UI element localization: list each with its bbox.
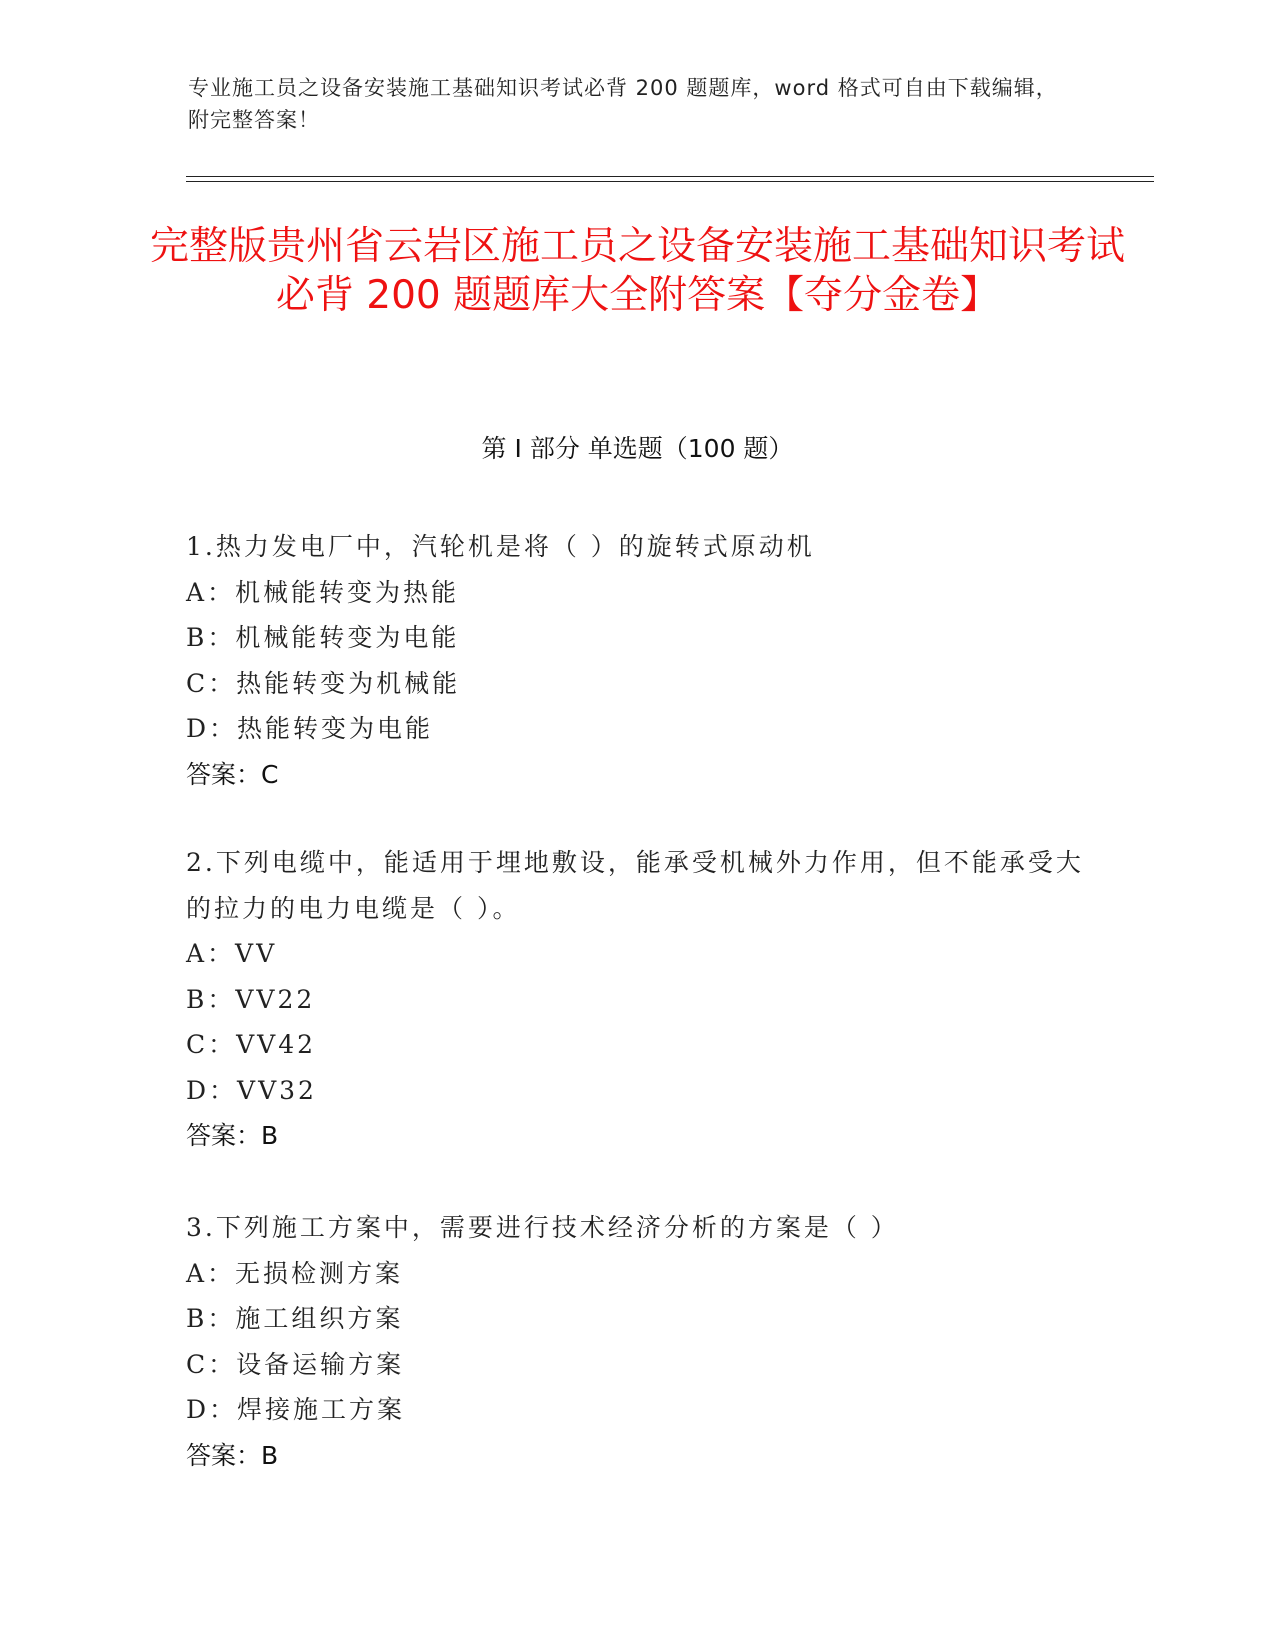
option-b: B：机械能转变为电能 <box>186 623 460 652</box>
header-divider-bottom <box>186 181 1154 182</box>
section-heading: 第 I 部分 单选题（100 题） <box>481 434 794 463</box>
option-c: C：设备运输方案 <box>186 1349 405 1379</box>
option-d: D：VV32 <box>186 1075 317 1105</box>
option-d: D：热能转变为电能 <box>186 714 434 743</box>
option-b: B：施工组织方案 <box>186 1304 404 1333</box>
header-divider-top <box>186 176 1154 177</box>
question-stem: 1.热力发电厂中，汽轮机是将（ ）的旋转式原动机 <box>186 532 815 561</box>
document-title: 完整版贵州省云岩区施工员之设备安装施工基础知识考试必背 200 题题库大全附答案【夺分金卷】 <box>150 224 1126 318</box>
header-note: 专业施工员之设备安装施工基础知识考试必背 200 题题库，word 格式可自由下载编辑，附完整答案！ <box>188 76 1058 132</box>
option-d: D：焊接施工方案 <box>186 1395 406 1424</box>
option-a: A：机械能转变为热能 <box>186 577 460 607</box>
answer: 答案：C <box>186 759 279 789</box>
question-stem: 2.下列电缆中，能适用于埋地敷设，能承受机械外力作用，但不能承受大的拉力的电力电缆是（ ）。 <box>186 848 1084 923</box>
question-1 <box>186 524 1106 797</box>
question-2 <box>186 840 1106 1159</box>
question-3 <box>186 1205 1106 1478</box>
option-a: A：VV <box>186 939 278 968</box>
option-a: A：无损检测方案 <box>186 1258 404 1288</box>
answer: 答案：B <box>186 1121 279 1150</box>
option-c: C：VV42 <box>186 1030 317 1059</box>
option-b: B：VV22 <box>186 984 316 1014</box>
question-stem: 3.下列施工方案中，需要进行技术经济分析的方案是（ ） <box>186 1213 899 1242</box>
option-c: C：热能转变为机械能 <box>186 668 461 698</box>
answer: 答案：B <box>186 1440 279 1470</box>
